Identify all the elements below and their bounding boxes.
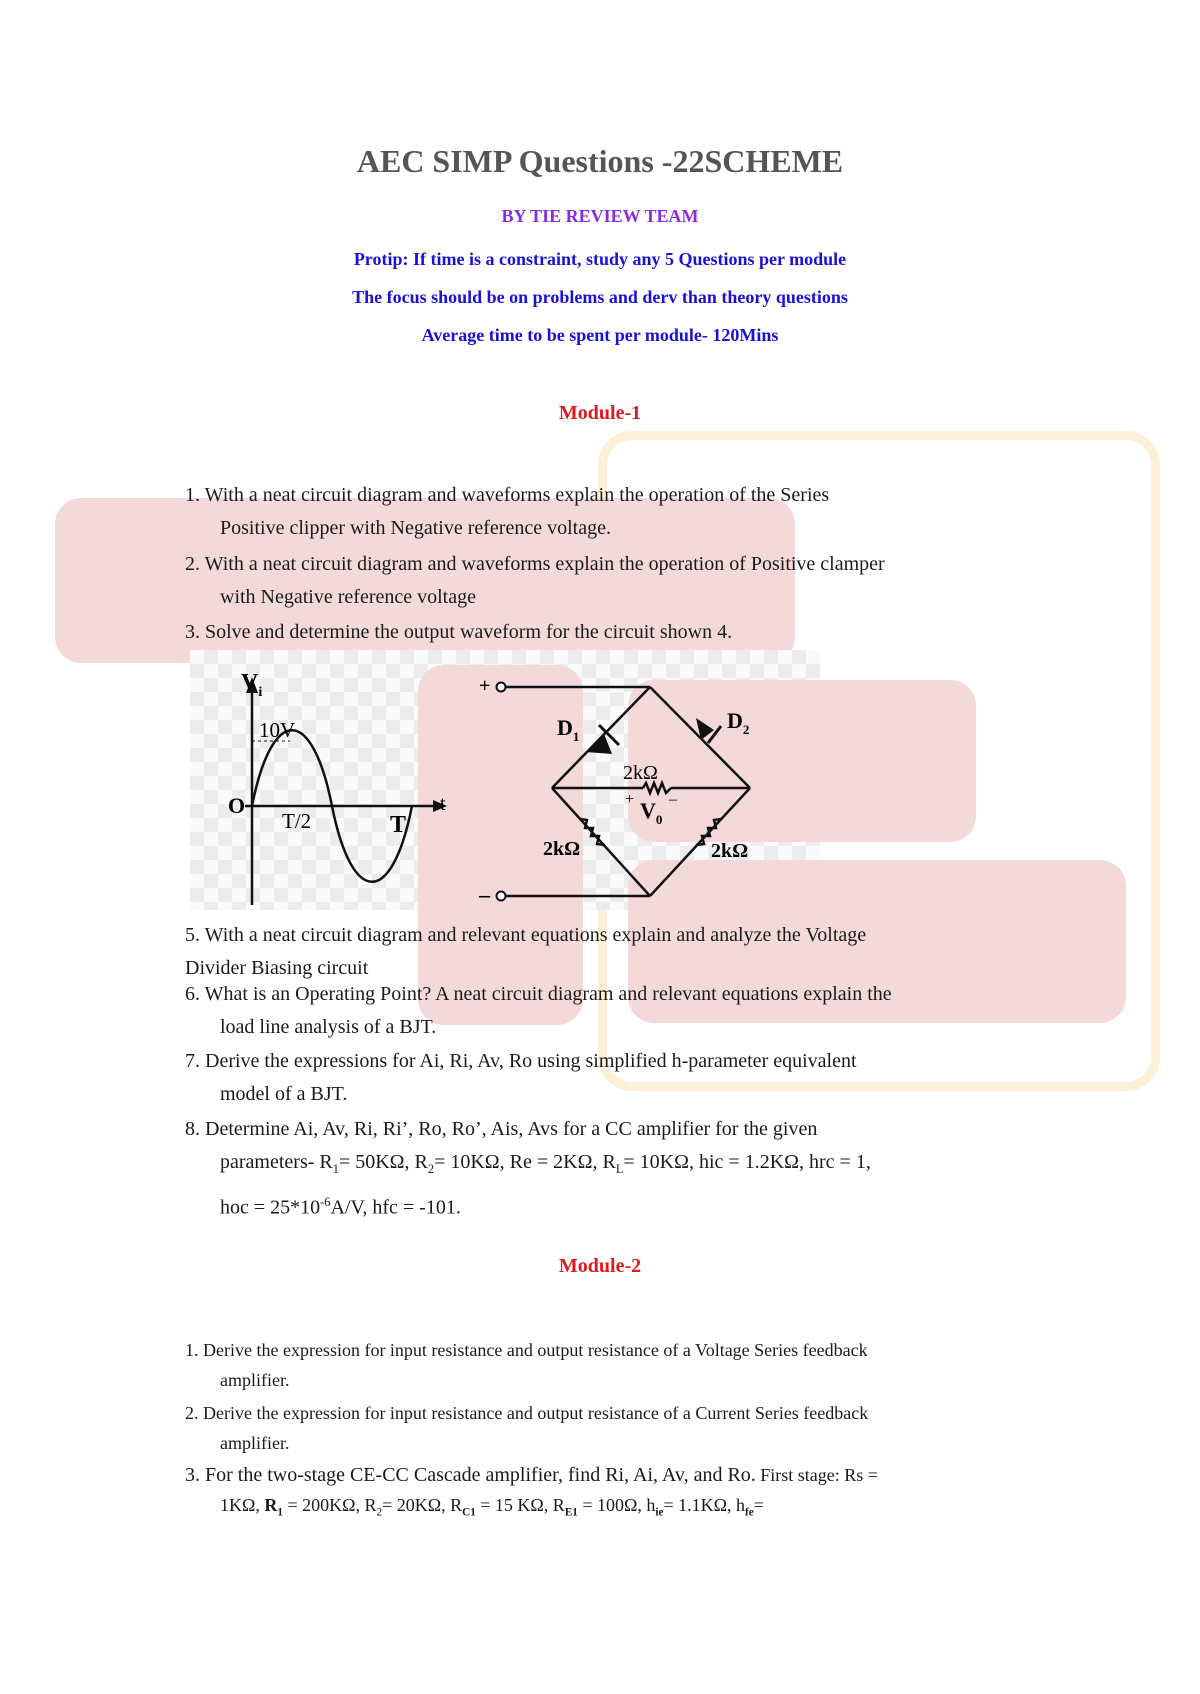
question-line: 2. With a neat circuit diagram and waveforms explain the operation of Positive clamper	[185, 553, 885, 575]
question-line: with Negative reference voltage	[220, 586, 476, 608]
diode-d1	[586, 734, 612, 754]
question-item	[185, 548, 885, 614]
question-item	[185, 616, 732, 649]
period-label: T	[390, 812, 407, 838]
question-line: 1. Derive the expression for input resistance and output resistance of a Voltage Series feedback	[185, 1340, 868, 1360]
bridge-circuit-figure	[475, 668, 775, 908]
question-line: 3. Solve and determine the output waveform for the circuit shown 4.	[185, 621, 733, 643]
question-line: load line analysis of a BJT.	[220, 1016, 437, 1038]
question-line: 6. What is an Operating Point? A neat circuit diagram and relevant equations explain the	[185, 983, 892, 1005]
question-item	[185, 1460, 878, 1528]
question-line: 3. For the two-stage CE-CC Cascade amplifier, find Ri, Ai, Av, and Ro. First stage: Rs =	[185, 1464, 878, 1486]
input-terminal	[497, 683, 506, 692]
question-item	[185, 479, 829, 545]
question-line: hoc = $25*10^{-6}A/V$, hfc = -101.	[220, 1195, 461, 1219]
page-title: AEC SIMP Questions -22SCHEME	[356, 143, 844, 179]
question-line: Positive clipper with Negative reference voltage.	[220, 517, 611, 539]
right-resistor-label: 2kΩ	[711, 840, 749, 862]
question-line: 7. Derive the expressions for Ai, Ri, Av, Ro using simplified h-parameter equivalent	[185, 1050, 857, 1072]
question-item	[185, 919, 866, 985]
module-heading: Module-2	[558, 1255, 642, 1277]
question-line: 5. With a neat circuit diagram and relevant equations explain and analyze the Voltage	[185, 924, 867, 946]
question-item	[185, 1045, 857, 1111]
vo-plus-label: +	[625, 791, 635, 808]
center-resistor	[643, 783, 671, 793]
origin-label: O	[228, 793, 246, 818]
module-heading: Module-1	[558, 402, 642, 424]
amplitude-label: 10V	[259, 718, 296, 742]
question-line: amplifier.	[220, 1370, 290, 1390]
question-line: Divider Biasing circuit	[185, 957, 369, 979]
output-voltage-label: $V_0$	[640, 798, 663, 827]
protip-line: Average time to be spent per module- 120Mins	[421, 325, 779, 345]
question-item	[185, 978, 892, 1044]
input-terminal	[497, 892, 506, 901]
plus-terminal-label: +	[479, 675, 491, 697]
question-line: 2. Derive the expression for input resistance and output resistance of a Current Series feedback	[185, 1403, 869, 1423]
question-line: 1. With a neat circuit diagram and waveforms explain the operation of the Series	[185, 484, 830, 506]
question-line: 1KΩ, $R_1 = 200K\Omega$, $R_2= 20K\Omega$, $R_{C1} = 15$ KΩ, $R_{E1} = 100\Omega$, $h_{ie}= 1.1K\Omega$, $h_{fe}=$	[220, 1495, 764, 1519]
question-item	[185, 1398, 868, 1458]
question-item	[185, 1113, 871, 1225]
input-waveform-figure	[215, 665, 455, 910]
branch-d2	[650, 687, 750, 788]
question-line: 8. Determine Ai, Av, Ri, Ri’, Ro, Ro’, Ais, Avs for a CC amplifier for the given	[185, 1118, 818, 1140]
question-line: amplifier.	[220, 1433, 290, 1453]
time-axis-label: t	[440, 793, 446, 815]
waveform-y-label: $V_i$	[241, 670, 263, 700]
left-resistor-label: 2kΩ	[543, 838, 581, 860]
diode-d2-label: $D_2$	[727, 708, 750, 737]
question-line: parameters- $R_1= 50K\Omega$, $R_2= 10K\Omega$, Re = 2KΩ, $R_L= 10K\Omega$, hic = 1.2KΩ, hrc = 1,	[220, 1151, 871, 1176]
minus-terminal-label: –	[479, 882, 490, 907]
protip-line: Protip: If time is a constraint, study any 5 Questions per module	[353, 249, 847, 269]
diode-d1-label: $D_1$	[557, 715, 580, 744]
center-resistor-label: 2kΩ	[623, 762, 658, 784]
protip-line: The focus should be on problems and derv than theory questions	[352, 287, 848, 307]
question-line: model of a BJT.	[220, 1083, 348, 1105]
vo-minus-label: –	[669, 791, 677, 808]
half-period-label: T/2	[282, 809, 312, 833]
byline: BY TIE REVIEW TEAM	[501, 206, 699, 226]
question-item	[185, 1335, 868, 1395]
